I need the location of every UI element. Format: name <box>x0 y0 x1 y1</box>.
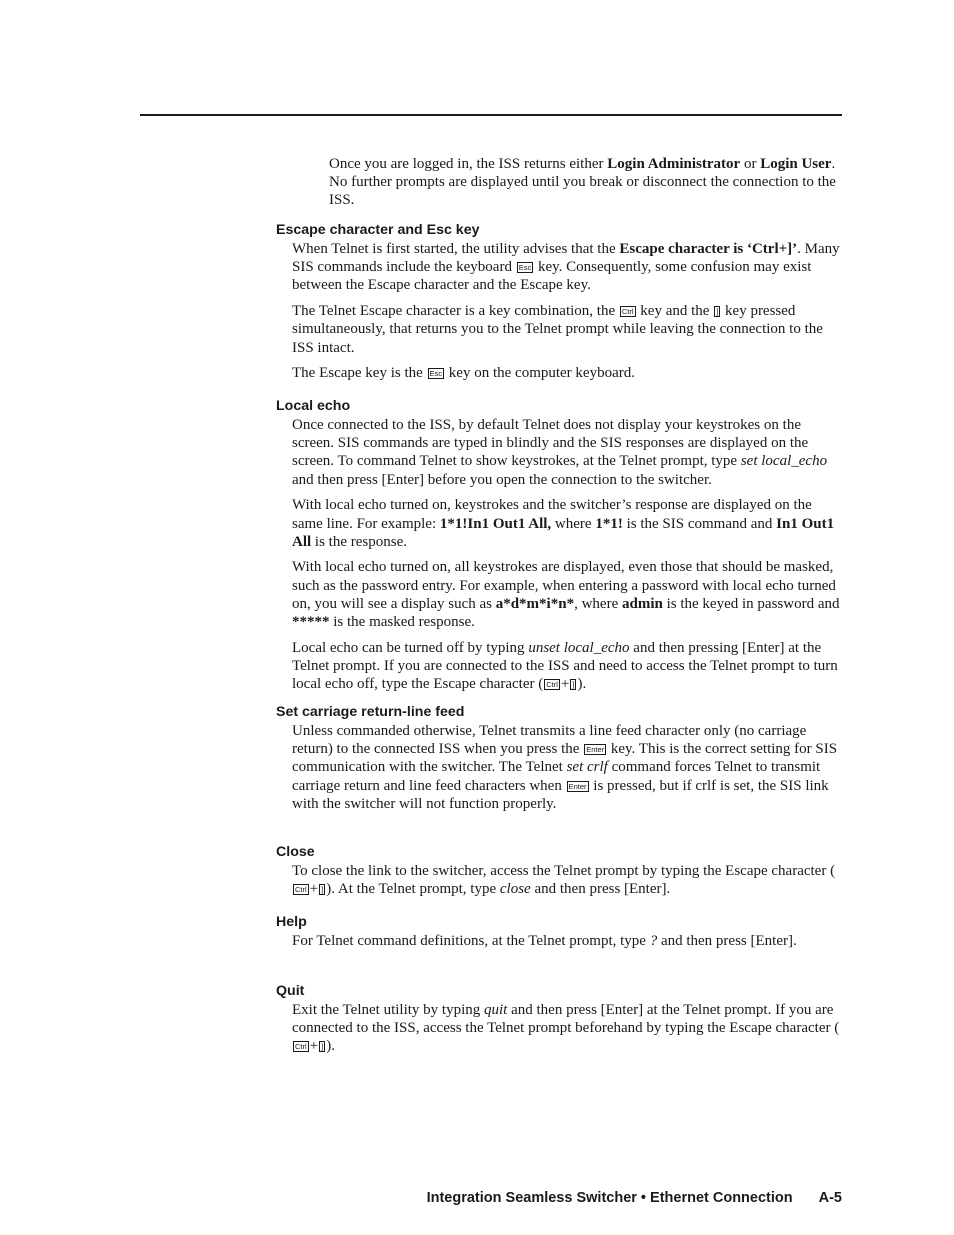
page-number: A-5 <box>818 1190 842 1206</box>
ctrl-key-icon: Ctrl <box>546 680 558 690</box>
section-escape: Escape character and Esc key When Telnet is first started, the utility advises that the Escape character is ‘Ctrl+]’. Many SIS commands include the keyboard Esc key. Consequently, some confusion may exist between the Escape character and the Escape key. The Telnet Escape character is a key combination, the Ctrl key and the ] key pressed simultaneously, that returns you to the Telnet prompt while leaving the connection to the ISS intact. The Escape key is the Esc key on the computer keyboard. <box>276 221 842 390</box>
ctrl-key-icon: Ctrl <box>295 1042 307 1052</box>
section-heading-close: Close <box>276 844 315 860</box>
footer-title: Integration Seamless Switcher • Ethernet Connection <box>426 1190 793 1206</box>
section-crlf: Set carriage return-line feed Unless commanded otherwise, Telnet transmits a line feed character only (no carriage return) to the connected ISS when you press the Enter key. This is the correct setting for SIS communication with the switcher. The Telnet set crlf command forces Telnet to transmit carriage return and line feed characters when Enter is pressed, but if crlf is set, the SIS link with the switcher will not function properly. <box>276 703 842 821</box>
section-heading-crlf: Set carriage return-line feed <box>276 704 465 720</box>
section-heading-escape: Escape character and Esc key <box>276 222 480 238</box>
bracket-key-icon: ] <box>321 885 324 895</box>
header-rule <box>140 114 842 116</box>
section-heading-local-echo: Local echo <box>276 398 351 414</box>
section-heading-quit: Quit <box>276 983 305 999</box>
bracket-key-icon: ] <box>321 1042 324 1052</box>
esc-key-icon: Esc <box>429 369 443 379</box>
ctrl-key-icon: Ctrl <box>621 307 634 317</box>
section-local-echo: Local echo Once connected to the ISS, by default Telnet does not display your keystrokes on the screen. SIS commands are typed in blindly and the SIS responses are displayed on the screen. To command Telnet to show keystrokes, at the Telnet prompt, type set local_echo and then press [Enter] before you open the connection to the switcher. With local echo turned on, keystrokes and the switcher’s response are displayed on the same line. For example: 1*1!In1 Out1 All, where 1*1! is the SIS command and In1 Out1 All is the response. With local echo turned on, all keystrokes are displayed, even those that should be masked, such as the password entry. For example, when entering a password with local echo turned on, you will see a display such as a*d*m*i*n*, where admin is the keyed in password and ***** is the masked response. Local echo can be turned off by typing unset local_echo and then pressing [Enter] at the Telnet prompt. If you are connected to the ISS and need to access the Telnet prompt to turn local echo off, type the Escape character ( Ctrl + ] ). <box>276 397 842 701</box>
bracket-key-icon: ] <box>572 680 575 690</box>
enter-key-icon: Enter <box>586 745 605 755</box>
section-heading-help: Help <box>276 914 307 930</box>
section-quit: Quit Exit the Telnet utility by typing quit and then press [Enter] at the Telnet prompt. If you are connected to the ISS, access the Telnet prompt beforehand by typing the Escape character (Ctrl + ] ). <box>276 982 842 1063</box>
intro-paragraph: Once you are logged in, the ISS returns either Login Administrator or Login User. No further prompts are displayed until you break or disconnect the connection to the ISS. <box>329 156 836 209</box>
enter-key-icon: Enter <box>568 781 587 791</box>
ctrl-key-icon: Ctrl <box>295 885 307 895</box>
page-footer <box>427 1190 842 1206</box>
section-close: Close To close the link to the switcher, access the Telnet prompt by typing the Escape character (Ctrl + ] ). At the Telnet prompt, type close and then press [Enter]. <box>276 843 842 906</box>
bracket-key-icon: ] <box>716 307 719 317</box>
section-help: Help For Telnet command definitions, at the Telnet prompt, type ? and then press [Enter]. <box>276 913 842 958</box>
esc-key-icon: Esc <box>518 263 532 273</box>
